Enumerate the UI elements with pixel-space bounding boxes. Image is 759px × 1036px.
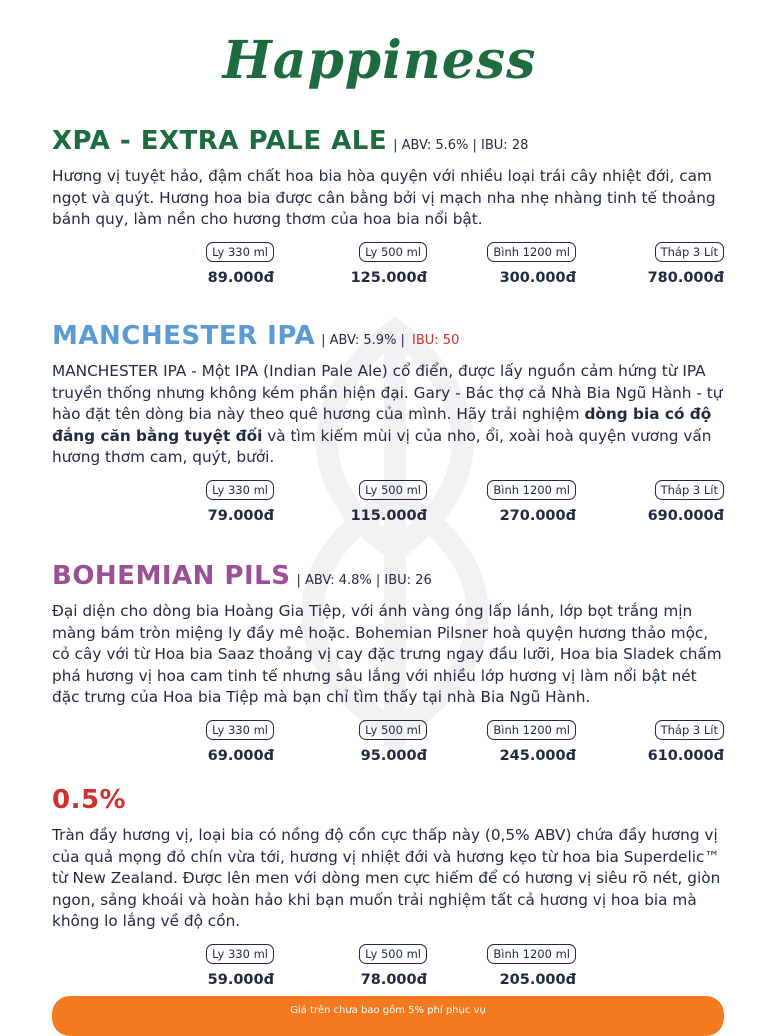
price-col [154,943,274,988]
beer-header [52,321,724,351]
beer-meta: | ABV: 5.9% | [321,333,405,348]
price-col [307,479,427,524]
size-badge: Ly 500 ml [359,944,427,964]
price: 245.000đ [499,747,576,764]
price-row [52,479,724,535]
price-col [604,479,724,524]
price: 69.000đ [207,747,274,764]
beer-name: BOHEMIAN PILS [52,561,291,591]
size-badge: Bình 1200 ml [487,944,576,964]
price: 300.000đ [499,269,576,286]
page-title: Happiness [222,30,537,91]
beer-description: Hương vị tuyệt hảo, đậm chất hoa bia hòa quyện với nhiều loại trái cây nhiệt đới, cam ngọt và quýt. Hương hoa bia được cân bằng bởi vị mạch nha nhẹ nhàng tinh tế thoảng bánh quy, làm nền cho hương thơm của hoa bia nổi bật. [52,167,716,228]
price: 89.000đ [207,269,274,286]
price-row [52,241,724,297]
price: 205.000đ [499,971,576,988]
price: 270.000đ [499,507,576,524]
footer-note: Giá trên chưa bao gồm 5% phí phục vụ [52,996,724,1036]
price-col [456,241,576,286]
price: 610.000đ [647,747,724,764]
price-col [456,479,576,524]
price: 125.000đ [350,269,427,286]
beer-manchester-ipa [52,321,724,535]
price-col [604,719,724,764]
beer-name: XPA - EXTRA PALE ALE [52,126,388,156]
size-badge: Ly 330 ml [206,242,274,262]
size-badge: Ly 500 ml [359,242,427,262]
price-col [604,241,724,286]
beer-header [52,561,724,591]
beer-xpa [52,126,724,297]
price-col [154,719,274,764]
beer-description: Đại diện cho dòng bia Hoàng Gia Tiệp, với ánh vàng óng lấp lánh, lớp bọt trắng mịn màng bám tròn miệng ly đầy mê hoặc. Bohemian Pilsner hoà quyện hương thảo mộc, cỏ cây với từ Hoa bia Saaz thoảng vị cay đặc trưng ngay đầu lưỡi, Hoa bia Sladek chấm phá hương vị hoa cam tinh tế nhưng sâu lắng với nhiều lớp hương vị làm nổi bật nét đặc trưng của Hoa bia Tiệp mà bạn chỉ tìm thấy tại nhà Bia Ngũ Hành. [52,602,722,706]
desc-part: MANCHESTER IPA - Một IPA (Indian Pale Ale) cổ điển, được lấy nguồn cảm hứng từ IPA truyền thống nhưng không kém phần hiện đại. Gary - Bác thợ cả Nhà Bia Ngũ Hành - tự hào đặt tên dòng bia này theo quê hương của mình. Hãy trải nghiệm [52,362,723,423]
size-badge: Bình 1200 ml [487,242,576,262]
price: 115.000đ [350,507,427,524]
price-col [456,943,576,988]
price-col [307,241,427,286]
size-badge: Bình 1200 ml [487,720,576,740]
beer-meta: | ABV: 4.8% | IBU: 26 [296,573,432,588]
beer-description: Tràn đầy hương vị, loại bia có nồng độ cồn cực thấp này (0,5% ABV) chứa đầy hương vị của quả mọng đỏ chín vừa tới, hương vị nhiệt đới và hương kẹo từ hoa bia Superdelic™ từ New Zealand. Được lên men với dòng men cực hiếm để có hương vị siêu rõ nét, giòn ngon, sảng khoái và hoàn hảo khi bạn muốn trải nghiệm tất cả hương vị hoa bia mà không lo lắng về độ cồn. [52,826,721,930]
price-col [307,943,427,988]
size-badge: Bình 1200 ml [487,480,576,500]
beer-bohemian-pils [52,561,724,775]
beer-header [52,126,724,156]
size-badge: Ly 330 ml [206,944,274,964]
desc-highlight: dòng bia có độ đắng căn bằng tuyệt đối [52,405,712,445]
price: 78.000đ [360,971,427,988]
price: 780.000đ [647,269,724,286]
size-badge: Ly 500 ml [359,720,427,740]
size-badge: Tháp 3 Lít [655,480,724,500]
beer-name: MANCHESTER IPA [52,321,316,351]
beer-ibu: IBU: 50 [412,333,460,348]
beer-meta: | ABV: 5.6% | IBU: 28 [393,138,529,153]
price: 690.000đ [647,507,724,524]
price-col [307,719,427,764]
price: 95.000đ [360,747,427,764]
price-col [154,479,274,524]
price-col [456,719,576,764]
price: 79.000đ [207,507,274,524]
size-badge: Tháp 3 Lít [655,720,724,740]
desc-part: và tìm kiếm mùi vị của nho, ổi, xoài hoà quyện vương vấn hương thơm cam, quýt, bưởi. [52,426,712,466]
size-badge: Tháp 3 Lít [655,242,724,262]
price-row [52,719,724,775]
size-badge: Ly 500 ml [359,480,427,500]
size-badge: Ly 330 ml [206,720,274,740]
price-row [52,943,724,999]
beer-description [52,361,724,469]
size-badge: Ly 330 ml [206,480,274,500]
price: 59.000đ [207,971,274,988]
beer-name: 0.5% [52,785,127,815]
beer-zero-five [52,785,724,999]
price-col [154,241,274,286]
beer-header [52,785,724,815]
